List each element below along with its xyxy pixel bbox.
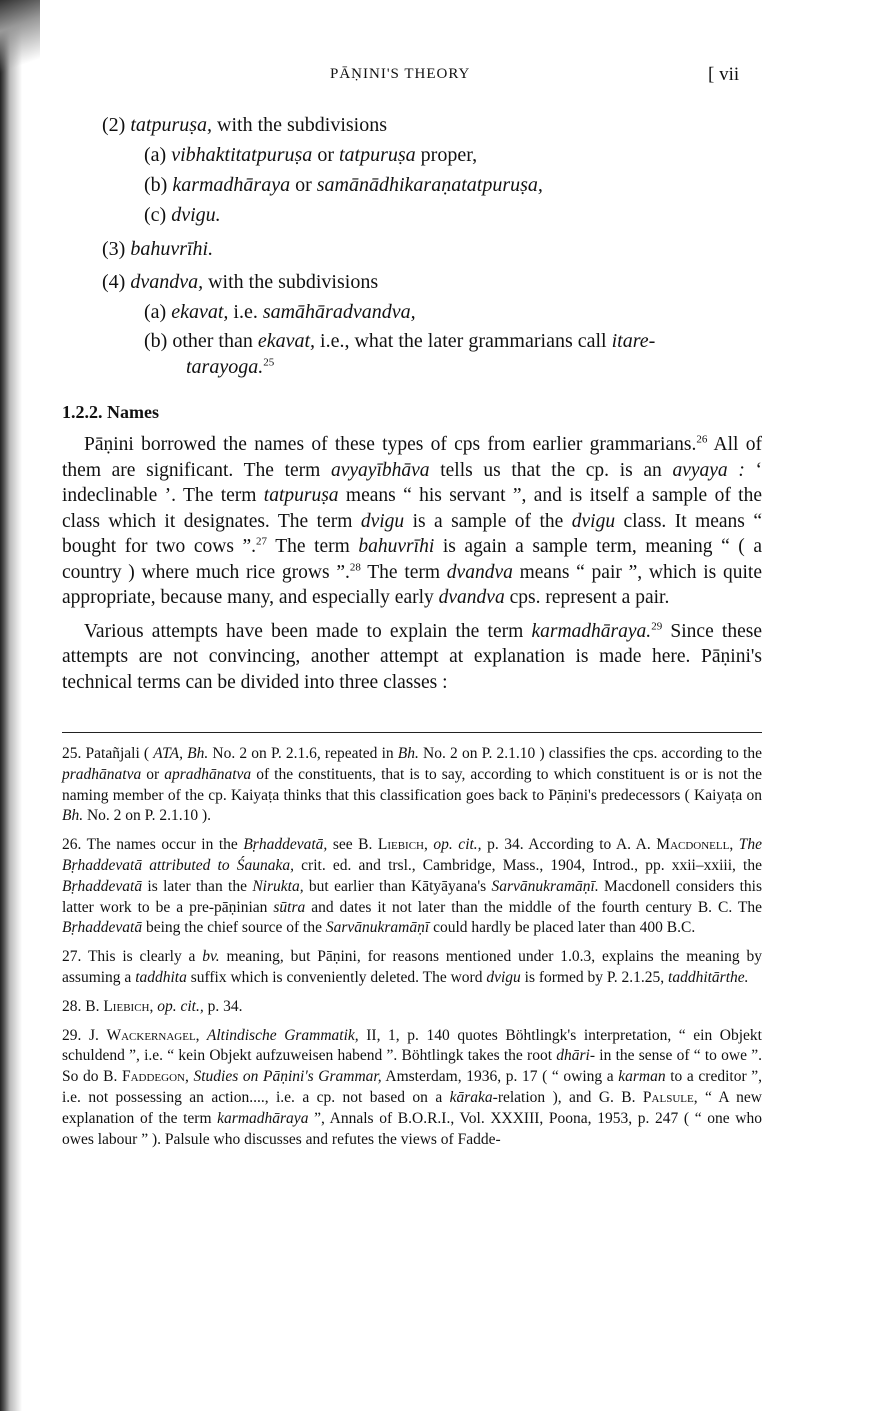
text: 29. J.: [62, 1026, 107, 1044]
term: Altindische Grammatik,: [199, 1026, 359, 1044]
list-number: (a): [144, 301, 167, 323]
text: No. 2 on P. 2.1.10 ).: [83, 807, 211, 825]
text: i.e., what the later grammarians call: [315, 330, 612, 352]
author-name: Wackernagel,: [106, 1026, 200, 1044]
footnote-ref: 25: [263, 356, 275, 369]
author-name: Macdonell,: [656, 836, 734, 854]
term: tatpuruṣa,: [130, 114, 213, 136]
text: “ A new explanation of the term: [62, 1088, 763, 1127]
term: karmadhāraya.: [531, 620, 652, 642]
term: dvigu: [360, 510, 405, 532]
list-number: (a): [144, 144, 167, 166]
term: avyaya :: [672, 459, 745, 481]
term: bahuvrīhi: [358, 536, 435, 557]
paragraph: [62, 432, 762, 611]
page-edge-shadow: [0, 0, 22, 1411]
text: see B.: [327, 836, 378, 854]
text: with the subdivisions: [212, 114, 388, 136]
list-item: [102, 269, 378, 295]
term: Bh.: [62, 807, 84, 825]
text: The term: [360, 561, 447, 583]
text: cps. represent a pair.: [504, 587, 670, 608]
text: All of them are significant. The term: [62, 434, 762, 481]
text: Pāṇini borrowed the names of these types of cps from earlier grammarians.: [84, 434, 697, 455]
footnote-ref: 26: [696, 433, 708, 446]
text: or: [312, 144, 339, 166]
term: karmadhāraya: [172, 174, 291, 196]
term: karmadhāraya: [217, 1109, 309, 1127]
list-number: (c): [144, 204, 167, 226]
term: op. cit.,: [427, 836, 482, 854]
term: dhāri-: [556, 1047, 596, 1065]
text: ”, Annals of B.O.R.I., Vol. XXXIII, Poona, 1953, p. 247 ( “ one who owes labour ” ). Palsule who discusses and refutes the views of Fadde-: [62, 1109, 762, 1148]
term: Nirukta,: [252, 877, 304, 895]
text: is again a sample term, meaning “ ( a country ) where much rice grows ”.: [62, 536, 762, 583]
page-number: [ vii: [708, 64, 740, 85]
text: Various attempts have been made to explain the term: [84, 620, 532, 642]
term: tarayoga.: [186, 356, 264, 378]
list-item: [144, 328, 655, 354]
term: ekavat,: [257, 330, 316, 352]
running-title: PĀṆINI'S THEORY: [330, 66, 471, 82]
term: dvandva,: [130, 271, 204, 293]
term: sūtra: [273, 898, 306, 916]
text: with the subdivisions: [203, 271, 379, 293]
text: class. It means “ bought for two cows ”.: [62, 510, 762, 557]
list-item: [102, 236, 213, 262]
term: pradhānatva: [62, 765, 142, 783]
author-name: Liebich,: [103, 997, 154, 1015]
term: apradhānatva: [164, 765, 252, 783]
text: and dates it not later than the middle of the fourth century B. C. The: [305, 898, 762, 916]
text: other than: [172, 330, 258, 352]
author-name: Palsule,: [642, 1088, 698, 1106]
text: Macdonell considers this latter work to be a pre-pāṇinian: [62, 877, 762, 916]
author-name: Faddegon,: [121, 1068, 189, 1086]
text: crit. ed. and trsl., Cambridge, Mass., 1904, Introd., pp. xxii–xxiii, the: [294, 856, 762, 874]
footnote-26: [62, 835, 762, 939]
term: itare-: [611, 330, 656, 352]
term: taddhitārthe.: [668, 968, 749, 986]
list-number: (b): [144, 330, 168, 352]
term: Bh.: [397, 745, 419, 762]
term: Sarvānukramāṇī.: [491, 877, 599, 895]
text: being the chief source of the: [142, 919, 326, 937]
term: taddhita: [135, 968, 187, 986]
list-number: (4): [102, 271, 126, 293]
text: p. 34.: [203, 997, 243, 1015]
text: -relation ), and G. B.: [492, 1088, 643, 1106]
running-head: [0, 66, 885, 90]
text: Amsterdam, 1936, p. 17 ( “ owing a: [381, 1068, 619, 1086]
text: No. 2 on P. 2.1.10 ) classifies the cps. according to the: [418, 745, 762, 762]
term: Bṛhaddevatā: [62, 877, 143, 895]
footnote-27: [62, 947, 762, 989]
text: 27. This is clearly a: [62, 948, 203, 966]
footnote-ref: 28: [349, 561, 361, 573]
text: tells us that the cp. is an: [429, 459, 673, 481]
footnote-ref: 27: [256, 535, 268, 548]
text: means “ his servant ”, and is itself a sample of the class which it designates. The term: [62, 485, 762, 532]
text: is formed by P. 2.1.25,: [520, 968, 669, 986]
term: bv.: [202, 948, 220, 966]
text: II, 1, p. 140 quotes Böhtlingk's interpretation, “ ein Objekt schuldend ”, i.e. “ kein Objekt aufzuweisen habend ”. Böhtlingk takes the root: [62, 1026, 762, 1065]
term: dvigu: [571, 510, 616, 532]
term: samāhāradvandva,: [262, 301, 416, 323]
text: p. 34. According to A. A.: [481, 836, 657, 854]
text: ‘ indeclinable ’. The term: [62, 459, 762, 506]
footnotes: [62, 744, 762, 1158]
term: vibhaktitatpuruṣa: [171, 144, 313, 166]
term: ekavat,: [171, 301, 229, 323]
term: tatpuruṣa: [338, 144, 416, 166]
footnote-29: [62, 1026, 762, 1151]
text: is a sample of the: [404, 510, 572, 532]
paragraph: [62, 619, 762, 696]
text: The term: [267, 536, 359, 557]
text: meaning, but Pāṇini, for reasons mentioned under 1.0.3, explains the meaning by assuming a: [62, 948, 762, 986]
term: dvandva: [438, 587, 505, 608]
list-item: [144, 142, 477, 168]
footnote-rule: [62, 732, 762, 733]
text: 26. The names occur in the: [62, 836, 244, 854]
term: Bṛhaddevatā: [62, 919, 143, 937]
term: Studies on Pāṇini's Grammar,: [188, 1068, 382, 1086]
text: suffix which is conveniently deleted. The word: [186, 968, 487, 986]
term: kāraka: [449, 1088, 493, 1106]
text: proper,: [415, 144, 478, 166]
term: Sarvānukramāṇī: [325, 919, 430, 937]
body-text: [62, 432, 762, 695]
term: Bṛhaddevatā,: [243, 836, 328, 854]
term: avyayībhāva: [331, 459, 430, 481]
term: dvandva: [446, 561, 513, 583]
term: samānādhikaraṇatatpuruṣa,: [316, 174, 543, 196]
text: i.e.: [228, 301, 263, 323]
text: but earlier than Kātyāyana's: [303, 877, 492, 895]
list-item: [102, 112, 387, 138]
list-number: (b): [144, 174, 168, 196]
text: or: [290, 174, 317, 196]
author-name: Liebich,: [377, 836, 428, 854]
term: op. cit.,: [153, 997, 204, 1015]
list-number: (2): [102, 114, 126, 136]
term: dvigu.: [171, 204, 221, 226]
list-item: [144, 172, 543, 198]
list-number: (3): [102, 238, 126, 260]
text: Since these attempts are not convincing, another attempt at explanation is made here. Pāṇini's technical terms can be divided into three classes :: [62, 620, 762, 693]
term: bahuvrīhi.: [130, 238, 214, 260]
term: The Bṛhaddevatā attributed to Śaunaka,: [62, 836, 762, 874]
term: dvigu: [486, 968, 521, 986]
footnote-28: [62, 997, 762, 1018]
term: tatpuruṣa: [263, 485, 339, 506]
text: 25. Patañjali (: [62, 745, 154, 762]
footnote-25: [62, 744, 762, 827]
text: No. 2 on P. 2.1.6, repeated in: [208, 745, 398, 762]
term: karman: [618, 1068, 666, 1086]
list-item-continuation: [186, 354, 274, 380]
text: to a creditor ”, i.e. not possessing an action...., i.e. a cp. not based on a: [62, 1068, 762, 1106]
text: means “ pair ”, which is quite appropriate, because many, and especially early: [62, 561, 762, 608]
list-item: [144, 299, 416, 325]
text: of the constituents, that is to say, according to which constituent is or is not the naming member of the cp. Kaiyaṭa thinks that this classification goes back to Pāṇini's predecessors ( Kaiyaṭa on: [62, 765, 762, 804]
list-item: [144, 202, 221, 228]
term: ATA, Bh.: [153, 745, 209, 762]
text: could hardly be placed later than 400 B.C.: [429, 919, 696, 937]
text: 28. B.: [62, 997, 104, 1015]
footnote-ref: 29: [651, 620, 663, 632]
text: or: [141, 765, 165, 783]
section-heading: 1.2.2. Names: [62, 402, 159, 422]
text: is later than the: [142, 877, 253, 895]
text: in the sense of “ to owe ”. So do B.: [62, 1047, 762, 1086]
